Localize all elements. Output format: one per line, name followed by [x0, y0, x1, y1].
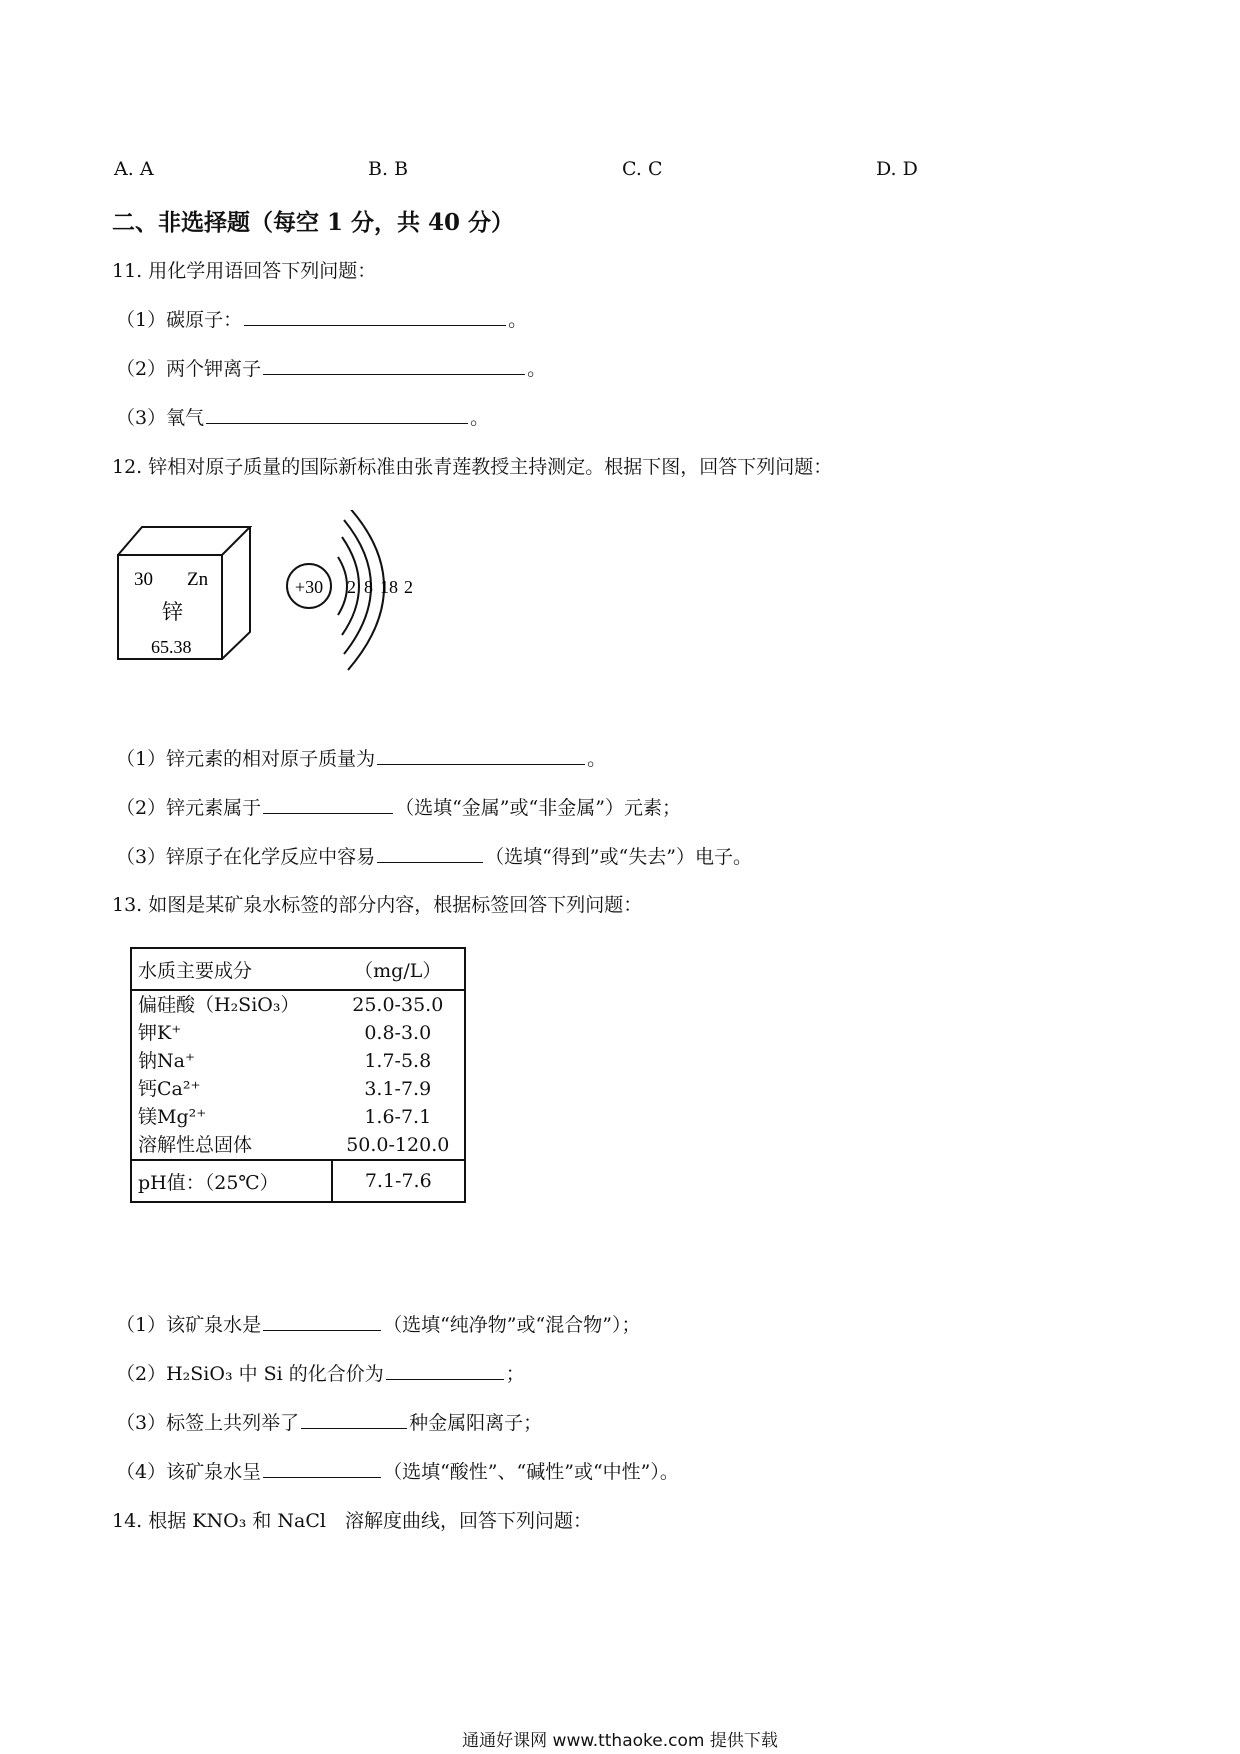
option-c: C. C [622, 158, 663, 180]
option-d: D. D [876, 158, 918, 180]
answer-blank[interactable] [206, 405, 468, 424]
section-title: 二、非选择题（每空 1 分，共 40 分） [112, 209, 515, 236]
option-a: A. A [114, 158, 154, 180]
shell-1-electrons: 2 [347, 577, 356, 597]
element-name: 锌 [162, 600, 183, 624]
label-header-name: 水质主要成分 [131, 948, 332, 990]
ph-value: 7.1-7.6 [332, 1160, 465, 1202]
electron-shells [338, 510, 384, 670]
answer-blank[interactable] [263, 1312, 381, 1331]
q12-part-1: （1）锌元素的相对原子质量为 。 [116, 748, 607, 770]
answer-blank[interactable] [263, 1459, 381, 1478]
answer-blank[interactable] [263, 795, 393, 814]
label-header [131, 948, 465, 990]
answer-blank[interactable] [263, 356, 525, 375]
shell-4-electrons: 2 [404, 577, 413, 597]
q13-part-2: （2）H₂SiO₃ 中 Si 的化合价为 ； [116, 1363, 525, 1385]
zinc-figure [110, 510, 430, 690]
table-row: 钙Ca²⁺ 3.1-7.9 [138, 1078, 432, 1100]
element-symbol: Zn [187, 569, 209, 590]
q11-part-2: （2）两个钾离子 。 [116, 358, 547, 380]
q11-stem: 11. 用化学用语回答下列问题： [112, 260, 377, 282]
page-footer: 通通好课网 www.tthaoke.com 提供下载 [462, 1731, 778, 1751]
q13-stem: 13. 如图是某矿泉水标签的部分内容，根据标签回答下列问题： [112, 894, 643, 916]
answer-blank[interactable] [244, 307, 506, 326]
answer-blank[interactable] [377, 844, 483, 863]
table-row: 镁Mg²⁺ 1.6-7.1 [138, 1106, 432, 1128]
answer-blank[interactable] [301, 1410, 407, 1429]
table-row: 钾K⁺ 0.8-3.0 [138, 1022, 432, 1044]
label-header-unit: （mg/L） [332, 948, 465, 990]
shell-2-electrons: 8 [364, 577, 373, 597]
q11-part-1: （1）碳原子： 。 [116, 309, 528, 331]
q11-part-3: （3）氧气 。 [116, 407, 490, 429]
q12-part-2: （2）锌元素属于 （选填“金属”或“非金属”）元素； [116, 797, 681, 819]
table-row: 偏硅酸（H₂SiO₃） 25.0-35.0 [138, 994, 444, 1016]
option-b: B. B [368, 158, 409, 180]
q12-part-3: （3）锌原子在化学反应中容易 （选填“得到”或“失去”）电子。 [116, 846, 752, 868]
answer-blank[interactable] [377, 746, 585, 765]
shell-3-electrons: 18 [380, 577, 398, 597]
q13-part-4: （4）该矿泉水呈 （选填“酸性”、“碱性”或“中性”）。 [116, 1461, 679, 1483]
mineral-water-label [130, 947, 466, 1203]
label-ph-row [131, 1160, 465, 1202]
q12-stem: 12. 锌相对原子质量的国际新标准由张青莲教授主持测定。根据下图，回答下列问题： [112, 456, 833, 478]
q13-part-3: （3）标签上共列举了 种金属阳离子； [116, 1412, 543, 1434]
q13-part-1: （1）该矿泉水是 （选填“纯净物”或“混合物”）； [116, 1314, 641, 1336]
table-row: 钠Na⁺ 1.7-5.8 [138, 1050, 432, 1072]
q14-stem: 14. 根据 KNO₃ 和 NaCl 溶解度曲线，回答下列问题： [112, 1510, 592, 1532]
answer-blank[interactable] [386, 1361, 504, 1380]
table-row: 溶解性总固体 50.0-120.0 [138, 1134, 450, 1156]
atomic-number: 30 [134, 569, 153, 590]
atomic-mass: 65.38 [151, 637, 192, 657]
nucleus-charge: +30 [294, 577, 324, 597]
ph-label: pH值：（25℃） [131, 1160, 332, 1202]
